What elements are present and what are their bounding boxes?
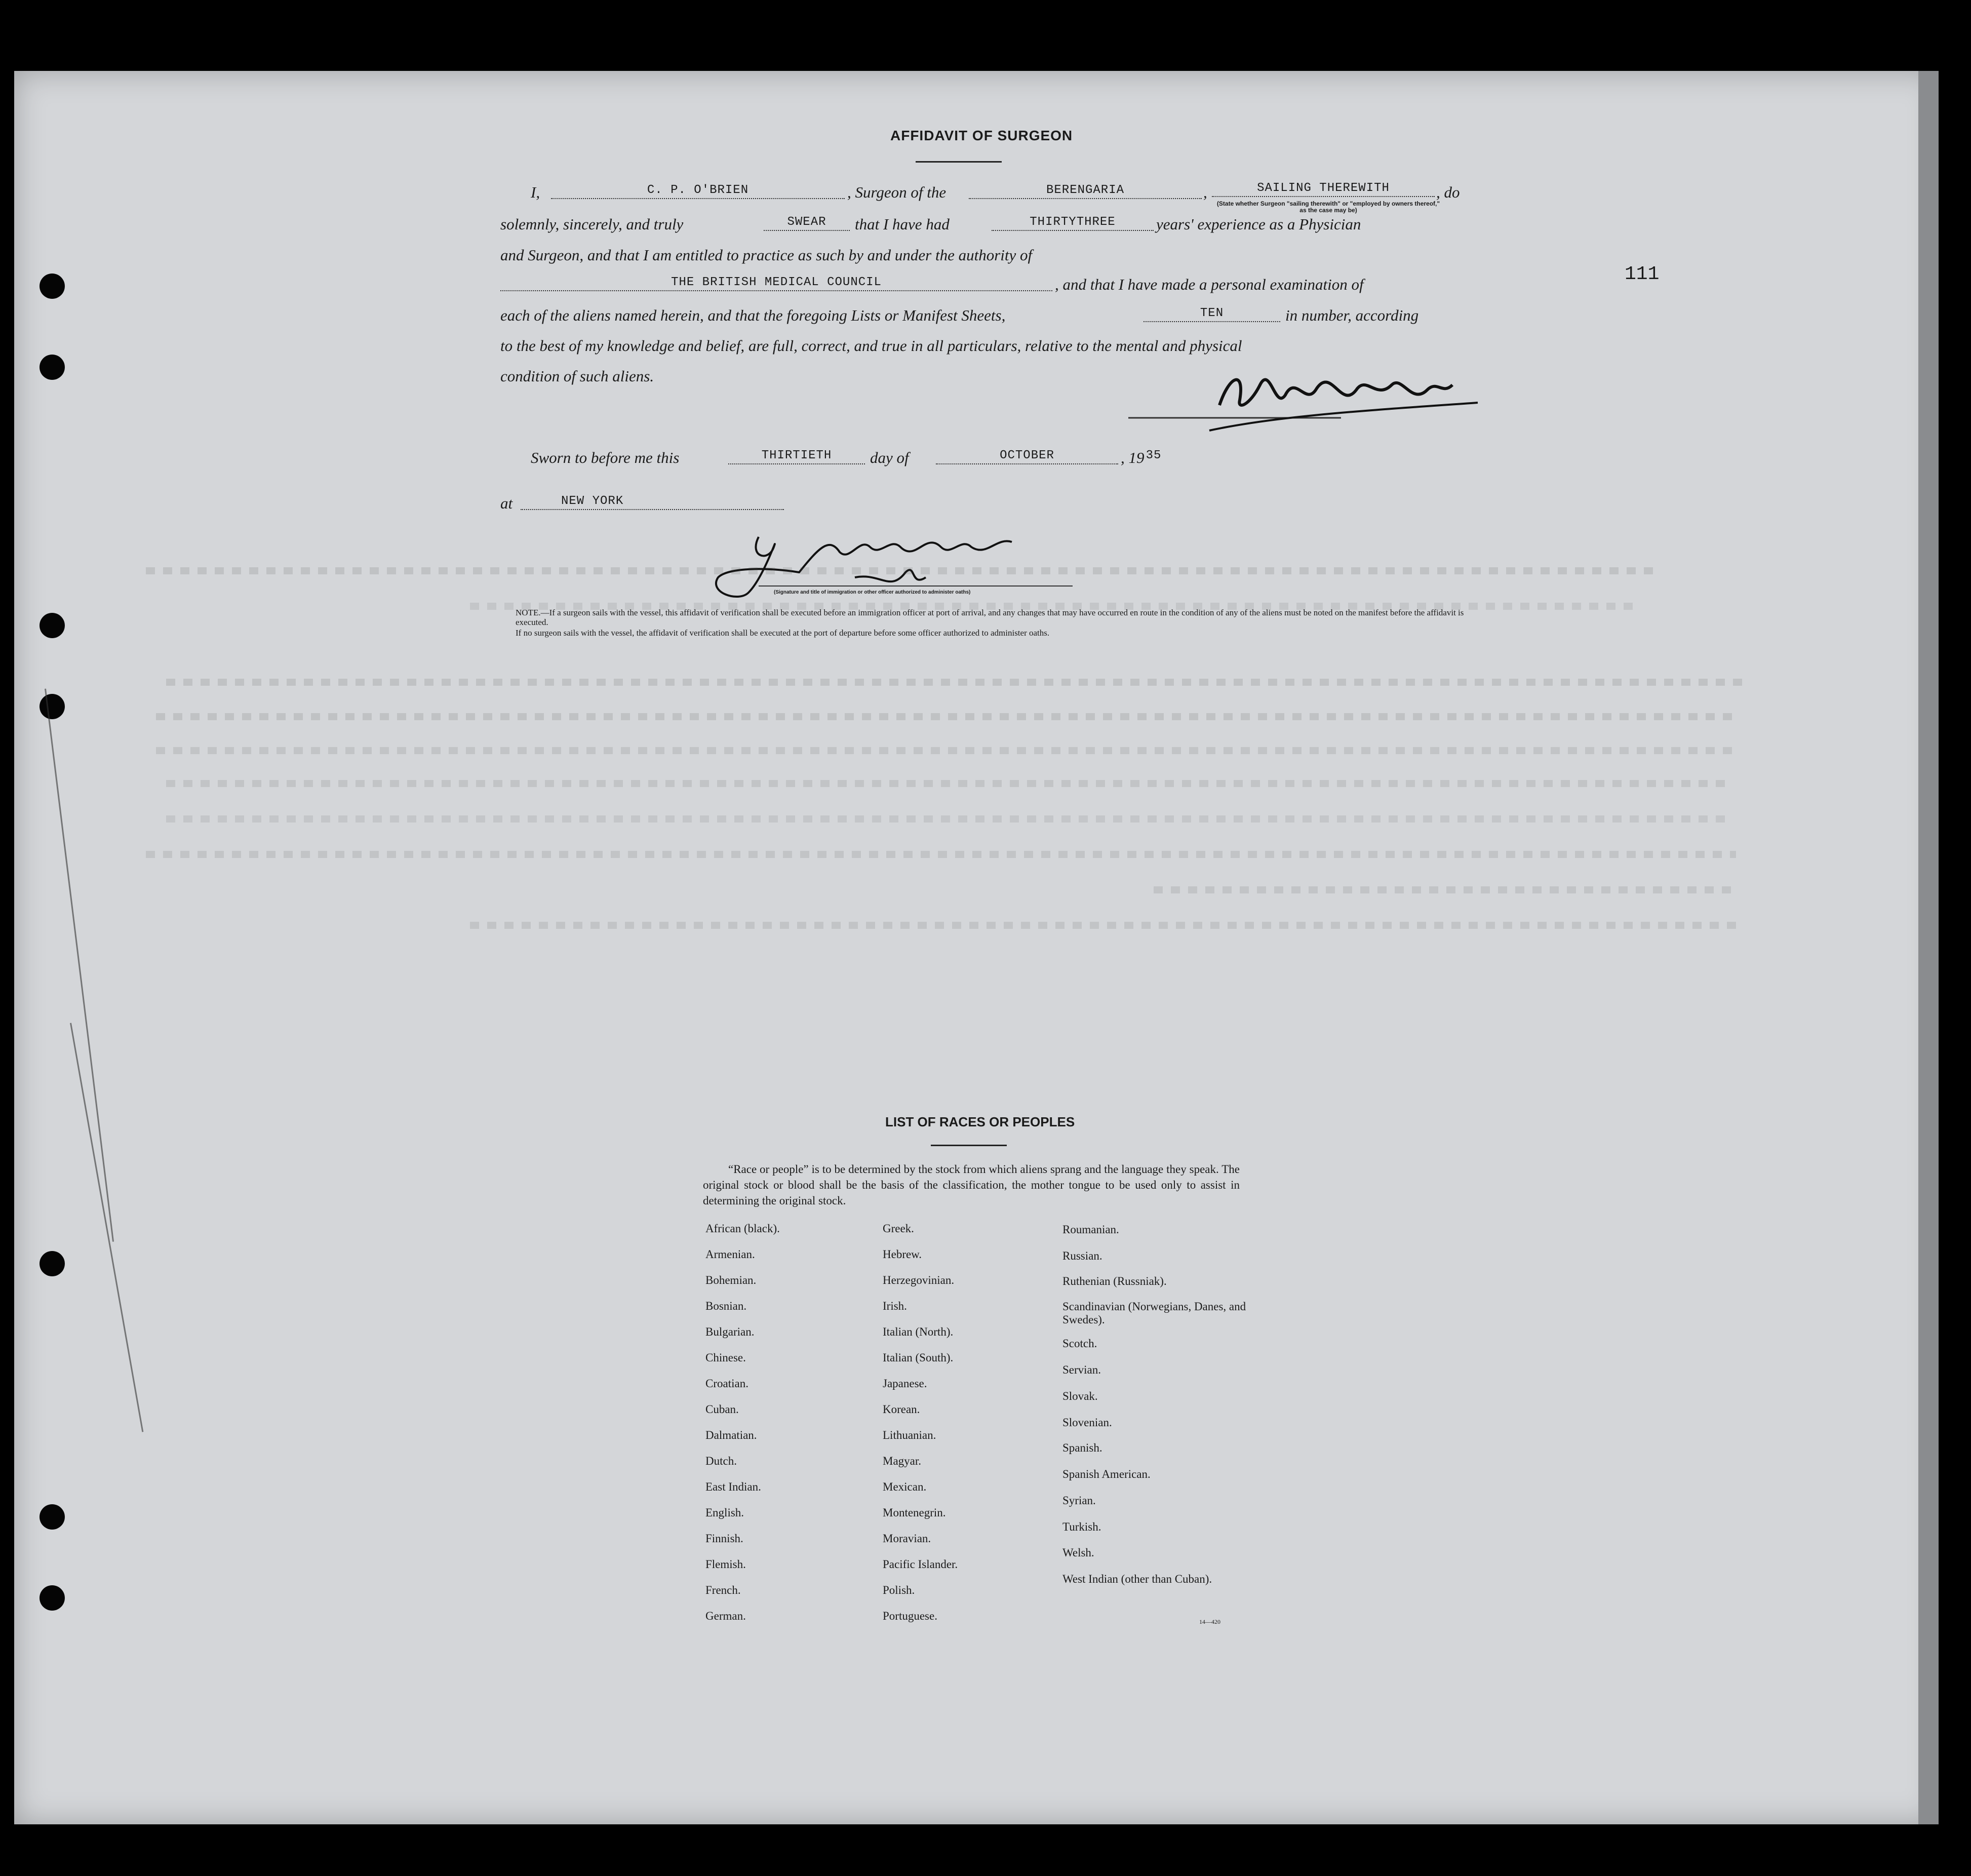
line4-suffix: , and that I have made a personal examination of	[1055, 276, 1364, 293]
race-item: Slovak.	[1062, 1390, 1098, 1402]
bleed-through-row	[166, 679, 1746, 686]
race-item: Slovenian.	[1062, 1416, 1112, 1429]
sworn-year-field: 35	[1146, 449, 1162, 462]
oath-field: SWEAR	[764, 215, 850, 231]
surgeon-note: NOTE.—If a surgeon sails with the vessel, this affidavit of verification shall be executed before an immigration officer at port of arrival, and any changes that may have occurred en route in the condition of any of the aliens must be noted on the manifest before the affidavit is executed.	[516, 608, 1464, 627]
race-item: Dutch.	[705, 1455, 737, 1467]
binder-hole	[40, 1504, 65, 1530]
race-item: Flemish.	[705, 1558, 746, 1571]
race-item: Scotch.	[1062, 1337, 1097, 1350]
at-prefix: at	[500, 494, 513, 512]
race-item: Polish.	[883, 1584, 915, 1596]
race-item: Greek.	[883, 1222, 914, 1235]
line1-comma: ,	[1203, 183, 1207, 201]
sworn-mid: day of	[870, 449, 909, 466]
bleed-through-row	[146, 851, 1736, 858]
line2-suffix: years' experience as a Physician	[1156, 215, 1361, 233]
line2-mid: that I have had	[855, 215, 950, 233]
binder-hole	[40, 273, 65, 299]
race-item: African (black).	[705, 1222, 780, 1235]
binder-hole	[40, 355, 65, 380]
race-item: Pacific Islander.	[883, 1558, 958, 1571]
line5-prefix: each of the aliens named herein, and that the foregoing Lists or Manifest Sheets,	[500, 306, 1006, 324]
bleed-through-row	[470, 922, 1736, 929]
margin-pencil-mark	[45, 689, 114, 1242]
race-item: Servian.	[1062, 1363, 1101, 1376]
race-item: Hebrew.	[883, 1248, 922, 1261]
sworn-month-field: OCTOBER	[936, 449, 1118, 464]
races-title-rule	[931, 1145, 1007, 1146]
race-item: English.	[705, 1506, 744, 1519]
form-code: 14—420	[1199, 1618, 1220, 1625]
race-item: Cuban.	[705, 1403, 739, 1416]
race-item: Bulgarian.	[705, 1325, 755, 1338]
race-item: Portuguese.	[883, 1610, 937, 1622]
race-item: Magyar.	[883, 1455, 922, 1467]
race-item: West Indian (other than Cuban).	[1062, 1573, 1212, 1585]
race-item: German.	[705, 1610, 746, 1622]
binder-hole	[40, 613, 65, 638]
race-item: Irish.	[883, 1300, 907, 1312]
races-title: LIST OF RACES OR PEOPLES	[885, 1114, 1075, 1129]
race-item: Scandinavian (Norwegians, Danes, and Swedes).	[1062, 1300, 1246, 1326]
race-item: Mexican.	[883, 1480, 927, 1493]
race-item: Spanish.	[1062, 1441, 1102, 1454]
at-place-field: NEW YORK	[521, 494, 784, 510]
bleed-through-row	[470, 603, 1635, 610]
bleed-through-row	[166, 780, 1726, 787]
race-item: Armenian.	[705, 1248, 755, 1261]
officer-caption: (Signature and title of immigration or other officer authorized to administer oaths)	[774, 590, 971, 595]
races-intro: “Race or people” is to be determined by the stock from which aliens sprang and the language they speak. The original stock or blood shall be the basis of the classification, the mother tongue to be used only to assist in determining the original stock.	[703, 1163, 1240, 1207]
binder-hole	[40, 1585, 65, 1611]
sworn-prefix: Sworn to before me this	[531, 449, 680, 466]
race-item: Lithuanian.	[883, 1429, 936, 1441]
line2-prefix: solemnly, sincerely, and truly	[500, 215, 684, 233]
surgeon-signature	[1128, 355, 1503, 436]
race-item: East Indian.	[705, 1480, 761, 1493]
race-item: Montenegrin.	[883, 1506, 946, 1519]
race-item: Moravian.	[883, 1532, 931, 1545]
race-item: Ruthenian (Russniak).	[1062, 1275, 1167, 1287]
race-item: Welsh.	[1062, 1546, 1094, 1559]
race-item: Turkish.	[1062, 1520, 1101, 1533]
sheet-count-field: TEN	[1144, 306, 1280, 322]
bleed-through-row	[1154, 886, 1736, 893]
title-rule	[916, 161, 1002, 163]
page-number: 111	[1625, 263, 1660, 285]
race-item: Spanish American.	[1062, 1468, 1151, 1480]
race-item: Italian (North).	[883, 1325, 954, 1338]
surgeon-name-field: C. P. O'BRIEN	[551, 183, 845, 199]
race-item: Russian.	[1062, 1249, 1102, 1262]
binder-hole	[40, 694, 65, 719]
line1-prefix: I,	[531, 183, 540, 201]
no-surgeon-note: If no surgeon sails with the vessel, the affidavit of verification shall be executed at the port of departure before some officer authorized to administer oaths.	[516, 628, 1050, 638]
page-edge	[1918, 71, 1939, 1824]
race-item: Croatian.	[705, 1377, 748, 1390]
affidavit-title: AFFIDAVIT OF SURGEON	[890, 128, 1073, 143]
race-item: Japanese.	[883, 1377, 927, 1390]
line5-suffix: in number, according	[1285, 306, 1419, 324]
line1-suffix: , do	[1436, 183, 1460, 201]
line6: to the best of my knowledge and belief, are full, correct, and true in all particulars, relative to the mental and physical	[500, 337, 1242, 355]
binder-hole	[40, 1251, 65, 1276]
sworn-century: , 19	[1121, 449, 1145, 466]
line1-mid: , Surgeon of the	[847, 183, 947, 201]
sworn-day-field: THIRTIETH	[728, 449, 865, 464]
race-item: Bohemian.	[705, 1274, 757, 1286]
bleed-through-row	[156, 747, 1736, 754]
race-item: Korean.	[883, 1403, 920, 1416]
race-item: Bosnian.	[705, 1300, 747, 1312]
bleed-through-row	[146, 567, 1655, 574]
vessel-field: BERENGARIA	[969, 183, 1202, 199]
margin-pencil-mark	[70, 1023, 143, 1432]
race-item: Syrian.	[1062, 1494, 1096, 1507]
manifest-page	[14, 71, 1939, 1824]
race-item: Dalmatian.	[705, 1429, 757, 1441]
bleed-through-row	[166, 815, 1726, 823]
race-item: Herzegovinian.	[883, 1274, 955, 1286]
race-item: Italian (South).	[883, 1351, 954, 1364]
authority-field: THE BRITISH MEDICAL COUNCIL	[500, 276, 1052, 291]
years-field: THIRTYTHREE	[992, 215, 1154, 231]
race-item: Chinese.	[705, 1351, 746, 1364]
line7: condition of such aliens.	[500, 367, 654, 385]
race-item: French.	[705, 1584, 741, 1596]
race-item: Roumanian.	[1062, 1223, 1119, 1236]
line3: and Surgeon, and that I am entitled to practice as such by and under the authority of	[500, 246, 1033, 264]
race-item: Finnish.	[705, 1532, 743, 1545]
surgeon-status-field: SAILING THEREWITH	[1212, 181, 1435, 197]
status-note: (State whether Surgeon "sailing therewith" or "employed by owners thereof," as the case may be)	[1216, 200, 1440, 214]
bleed-through-row	[156, 713, 1736, 720]
